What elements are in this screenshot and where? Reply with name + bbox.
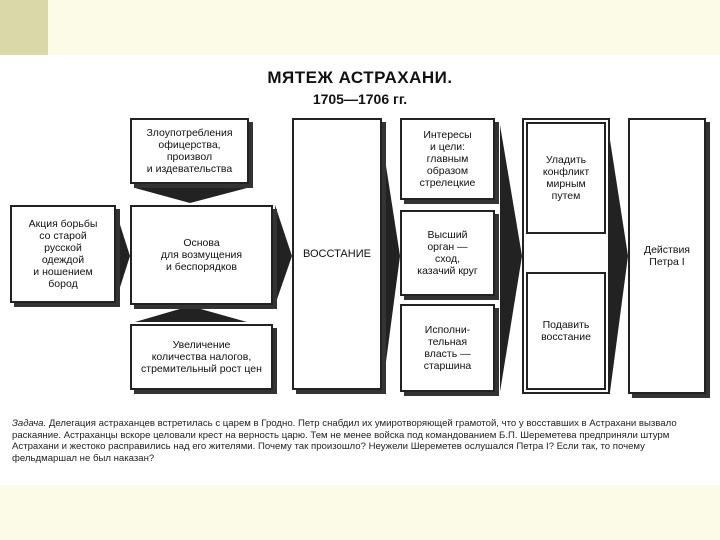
task-text — [12, 418, 712, 465]
box-peter-actions: Действия Петра I — [628, 118, 706, 394]
arrow-outcomes-to-peter — [610, 140, 628, 392]
arrow-taxes-to-basis — [135, 306, 247, 322]
box-uprising: ВОССТАНИЕ — [292, 118, 382, 390]
arrow-abuse-to-basis — [135, 188, 247, 203]
box-taxes: Увеличение количества налогов, стремительный рост цен — [130, 324, 273, 390]
task-body: Делегация астраханцев встретилась с царем в Гродно. Петр снабдил их умиротворяющей грамотой, что у восставших в Астрахани вызвало раскаяние. Астраханцы вскоре целовали крест на верность царю. Тем не менее войска под командованием Б.П. Шереметева предприняли штурм Астрахани и жестоко расправились над его жителями. Почему так произошло? Неужели Шереметев ослушался Петра I? Если так, то почему фельдмаршал не был наказан? — [12, 418, 677, 465]
arrow-action-to-basis — [116, 212, 130, 300]
box-settle-peacefully: Уладить конфликт мирным путем — [526, 122, 606, 234]
arrow-uprising-to-details — [382, 140, 400, 392]
box-basis: Основа для возмущения и беспорядков — [130, 205, 273, 305]
box-abuse: Злоупотребления офицерства, произвол и издевательства — [130, 118, 249, 184]
task-label: Задача. — [12, 418, 47, 429]
box-executive-power: Исполни- тельная власть — старшина — [400, 304, 495, 392]
box-supreme-body: Высший орган — сход, казачий круг — [400, 210, 495, 296]
arrow-details-to-outcomes — [500, 125, 522, 392]
diagram-subtitle: 1705—1706 гг. — [312, 91, 408, 107]
diagram-title: МЯТЕЖ АСТРАХАНИ. — [267, 68, 453, 87]
box-action-against-old-clothing: Акция борьбы со старой русской одеждой и ношением бород — [10, 205, 116, 303]
arrow-basis-to-uprising — [275, 205, 292, 305]
box-suppress-uprising: Подавить восстание — [526, 272, 606, 390]
box-interests: Интересы и цели: главным образом стрелецкие — [400, 118, 495, 200]
